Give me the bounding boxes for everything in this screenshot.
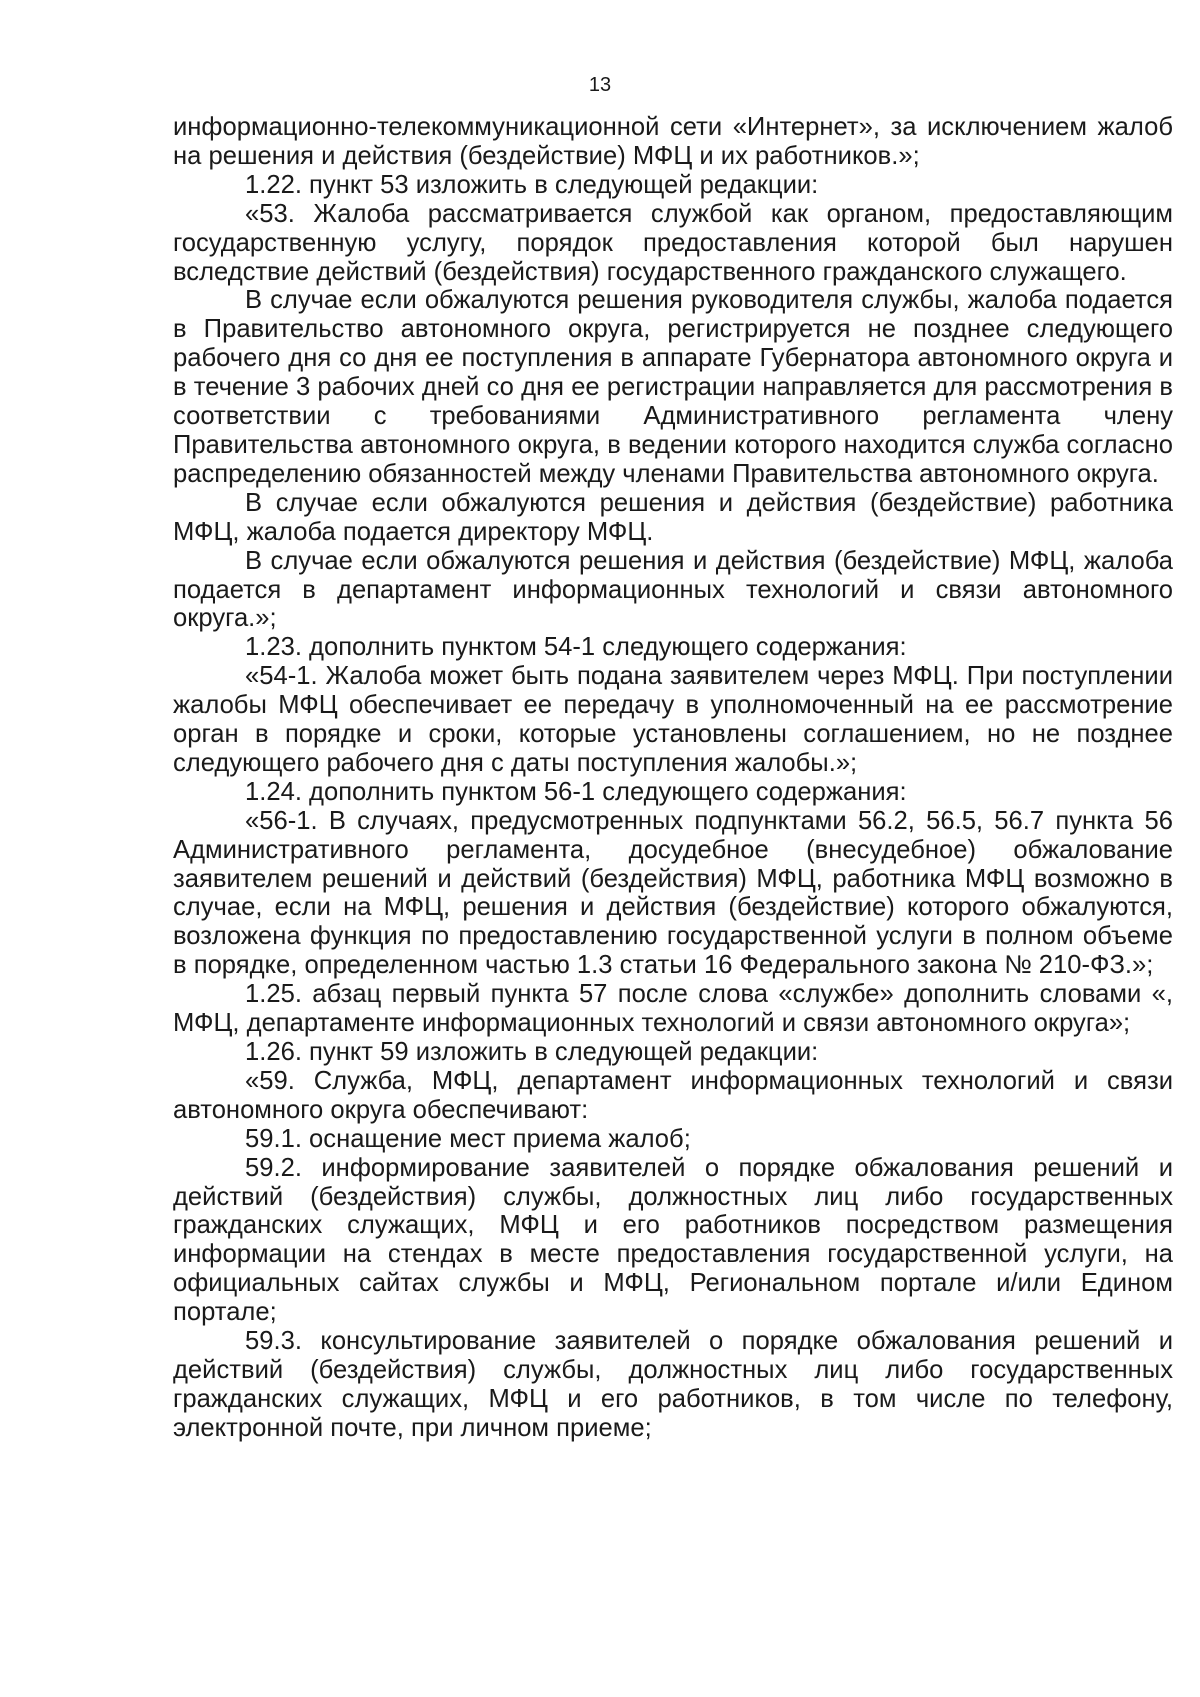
paragraph: 1.23. дополнить пунктом 54-1 следующего содержания: — [245, 633, 907, 662]
paragraph: «59. Служба, МФЦ, департамент информационных технологий и связи автономного округа обеспечивают: — [173, 1066, 1173, 1124]
paragraph: 1.22. пункт 53 изложить в следующей редакции: — [245, 170, 819, 199]
paragraph: «56-1. В случаях, предусмотренных подпунктами 56.2, 56.5, 56.7 пункта 56 Административного регламента, досудебное (внесудебное) обжалование заявителем решений и действий (бездействия) МФЦ, работника МФЦ возможно в случае, если на МФЦ, решения и действия (бездействие) которого обжалуются, возложена функция по предоставлению государственной услуги в полном объеме в порядке, определенном частью 1.3 статьи 16 Федерального закона № 210-ФЗ.»; — [173, 806, 1173, 980]
paragraph: информационно-телекоммуникационной сети «Интернет», за исключением жалоб на решения и действия (бездействие) МФЦ и их работников.»; — [173, 113, 1173, 170]
paragraph: 59.1. оснащение мест приема жалоб; — [245, 1124, 691, 1153]
paragraph: 59.2. информирование заявителей о порядке обжалования решений и действий (бездействия) службы, должностных лиц либо государственных гражданских служащих, МФЦ и его работников посредством размещения информации на стендах в месте предоставления государственной услуги, на официальных сайтах службы и МФЦ, Региональном портале и/или Едином портале; — [173, 1153, 1173, 1327]
paragraph: 1.26. пункт 59 изложить в следующей редакции: — [245, 1038, 819, 1066]
page-number: 13 — [588, 74, 612, 96]
paragraph: 1.25. абзац первый пункта 57 после слова «службе» дополнить словами «, МФЦ, департаменте информационных технологий и связи автономного округа»; — [173, 980, 1173, 1038]
paragraph: «53. Жалоба рассматривается службой как органом, предоставляющим государственную услугу, порядок предоставления которой был нарушен вследствие действий (бездействия) государственного гражданского служащего. — [173, 199, 1173, 286]
paragraph: 1.24. дополнить пунктом 56-1 следующего содержания: — [245, 777, 907, 806]
document-body — [173, 113, 1173, 1443]
paragraph: В случае если обжалуются решения и действия (бездействие) работника МФЦ, жалоба подается директору МФЦ. — [173, 488, 1173, 546]
paragraph: «54-1. Жалоба может быть подана заявителем через МФЦ. При поступлении жалобы МФЦ обеспечивает ее передачу в уполномоченный на ее рассмотрение орган в порядке и сроки, которые установлены соглашением, но не позднее следующего рабочего дня с даты поступления жалобы.»; — [173, 662, 1173, 777]
paragraph: В случае если обжалуются решения и действия (бездействие) МФЦ, жалоба подается в департамент информационных технологий и связи автономного округа.»; — [173, 546, 1173, 633]
paragraph: В случае если обжалуются решения руководителя службы, жалоба подается в Правительство автономного округа, регистрируется не позднее следующего рабочего дня со дня ее поступления в аппарате Губернатора автономного округа и в течение 3 рабочих дней со дня ее регистрации направляется для рассмотрения в соответствии с требованиями Административного регламента члену Правительства автономного округа, в ведении которого находится служба согласно распределению обязанностей между членами Правительства автономного округа. — [173, 286, 1173, 488]
paragraph: 59.3. консультирование заявителей о порядке обжалования решений и действий (бездействия) службы, должностных лиц либо государственных гражданских служащих, МФЦ и его работников, в том числе по телефону, электронной почте, при личном приеме; — [173, 1327, 1173, 1442]
